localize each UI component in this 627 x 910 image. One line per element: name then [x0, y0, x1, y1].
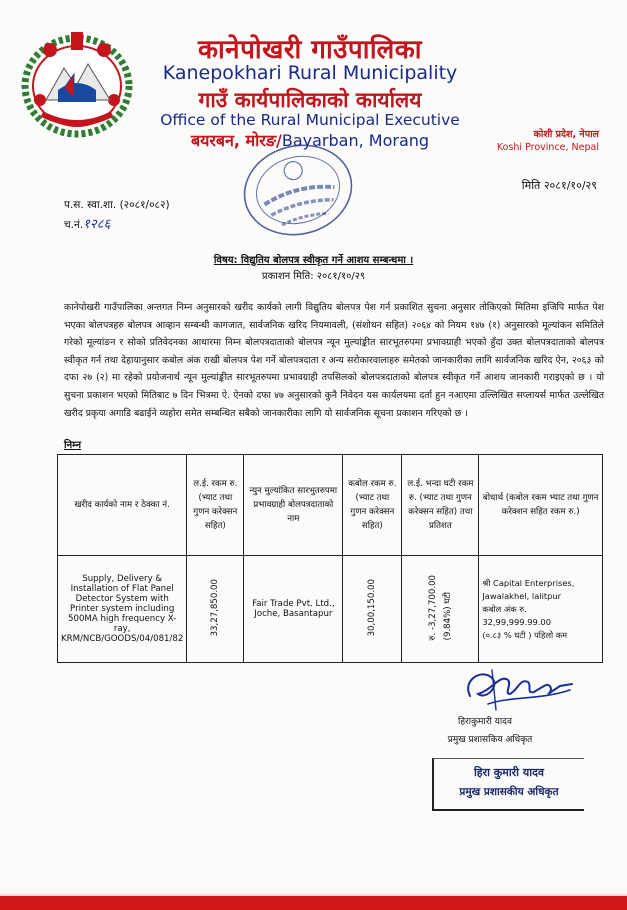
remark-note: (०.८३ % घटी ) पहिलो कम	[482, 629, 568, 640]
notice-subject	[0, 252, 627, 266]
office-title-en: Office of the Rural Municipal Executive	[160, 111, 460, 129]
publication-date: प्रकाशन मिति: २०८१/१०/२९	[261, 271, 366, 282]
office-seal-stamp	[238, 140, 358, 240]
col-header-estimate: ल.ई. रकम रु. (भ्याट तथा गुणन करेक्सन सहित)	[187, 455, 244, 556]
dispatch-number-value: १२८६	[83, 217, 111, 232]
cell-estimate	[187, 556, 244, 663]
notice-body: कानेपोखरी गाउँपालिका अन्तगत निम्न अनुसारको खरीद कार्यको लागी विद्युतिय बोलपत्र पेश गर्न प्रकाशित सुचना अनुसार तोकिएको मितिमा इजिपि मार्फत पेश भएका बोलपत्रहरु बोलपत्र आव्हान सम्बन्धी कागजात, सार्वजनिक खरिद नियमावली, (संशोधन सहित) २०६४ को नियम १४७ (१) अनुसारको मूल्यांकन समितिले गरेको मूल्यांङन र सोको प्रतिवेदनका आधारमा निम्न बोलपत्रदाताको बोलपत्र न्यून मुल्यांङ्कीत सारभूतरुपमा प्रभावग्राही भएको हुँदा उक्त बोलपत्रदाताको बोलपत्र स्वीकृत गर्न तथा देहायानुसार कबोल अंक राखी बोलपत्र पेश गर्ने बोलपत्रदाता र अन्य सरोकारवालाहरु समेतको जानकारीका लागि सार्वजनिक खरिद ऐन, २०६३ को दफा २७ (२) मा रहेको प्रयोजनार्थ न्यून मुल्यांङ्कीत सारभूतरुपमा प्रभावग्राही तपसिलको बोलपत्रदाताको बोलपत्र स्वीकृत गर्ने आशय जानकारी गराइएको छ । यो सुचना प्रकाशन भएको मितिबाट ७ दिन भित्रमा ऐ. ऐनको दफा ४७ अनुसारको कुनै निवेदन यस कार्यलयमा दर्ता हुन नआएमा उल्लिखित सप्लायर्स मार्फत उल्लेखित खरीद प्रकृया अगाडि बढाईने व्यहोरा समेत सम्बन्धित सबैको जानकारीका लागि यो सार्वजनिक सूचना प्रकाशन गरिएको छ ।	[64, 302, 604, 419]
col-header-remark: बोधार्थ (कबोल रकम भ्याट तथा गुणन करेक्शन सहित रकम रु.)	[479, 455, 603, 556]
estimate-value: 33,27,850.00	[210, 578, 221, 637]
bid-amount-value: 30,00,150.00	[367, 578, 378, 637]
address-np: बयरबन, मोरङ/	[190, 131, 282, 150]
notice-subject-text: विषय: विद्युतिय बोलपत्र स्वीकृत गर्ने आशय सम्बन्धमा ।	[213, 255, 414, 266]
difference-percent: (9.84%) घटी	[442, 591, 453, 641]
table-heading: निम्न	[64, 440, 82, 451]
col-header-bidder: न्युन मुल्यांकित सारभुतरुपमा प्रभावग्राही बोलपत्रदाताको नाम	[244, 455, 343, 556]
fiscal-reference: प.स. स्वा.शा. (२०८१/०८२)	[64, 199, 170, 211]
dispatch-label: च.नं.	[64, 219, 84, 231]
procurement-table	[57, 454, 603, 663]
remark-bidder-name: श्री Capital Enterprises, Jawalakhel, lalitpur	[482, 577, 575, 601]
office-title-np: गाउँ कार्यपालिकाको कार्यालय	[198, 88, 422, 112]
difference-value: रु. -3,27,700.00	[427, 574, 438, 641]
address-en: Bayarban, Morang	[281, 131, 430, 150]
designation-stamp	[432, 758, 584, 811]
letter-date: मिति २०८१/१०/२९	[521, 179, 597, 192]
cell-difference	[402, 556, 479, 663]
nepal-emblem-logo	[18, 28, 136, 140]
cell-remark	[479, 556, 603, 663]
dispatch-number	[64, 215, 170, 235]
signatory-title: प्रमुख प्रशासकिय अधिकृत	[447, 735, 533, 745]
stamp-name: हिरा कुमारी यादव	[473, 766, 545, 779]
province-en: Koshi Province, Nepal	[496, 142, 599, 153]
table-row	[58, 556, 603, 663]
province-np: कोशी प्रदेश, नेपाल	[533, 129, 599, 140]
col-header-work: खरीद कार्यको नाम र ठेक्का नं.	[58, 455, 187, 556]
col-header-difference: ल.ई. भन्दा घटी रकम रु. (भ्याट तथा गुणन करेक्सन सहित) तथा प्रतिशत	[402, 455, 479, 556]
remark-label: कबोल अंक रु.	[482, 603, 527, 614]
municipality-title-en: Kanepokhari Rural Municipality	[162, 62, 458, 84]
stamp-title: प्रमुख प्रशासकीय अधिकृत	[459, 786, 559, 798]
cell-work-name: Supply, Delivery & Installation of Flat Panel Detector System with Printer system including 500MA high frequency X-ray, KRM/NCB/GOODS/04/081/82	[58, 556, 187, 663]
cell-bid-amount	[343, 556, 402, 663]
signatory-name: हिराकुमारी यादव	[458, 717, 512, 727]
municipality-title-np: कानेपोखरी गाउँपालिका	[197, 35, 422, 65]
table-header-row	[58, 455, 603, 556]
footer-band	[0, 896, 627, 910]
handwritten-signature	[452, 660, 580, 716]
reference-block	[64, 196, 170, 235]
remark-amount: 32,99,999.99.00	[482, 616, 551, 627]
province-block	[497, 128, 599, 154]
cell-bidder: Fair Trade Pvt. Ltd., Joche, Basantapur	[244, 556, 343, 663]
col-header-bid-amount: कबोल रकम रु. (भ्याट तथा गुणन करेक्सन सहित)	[343, 455, 402, 556]
